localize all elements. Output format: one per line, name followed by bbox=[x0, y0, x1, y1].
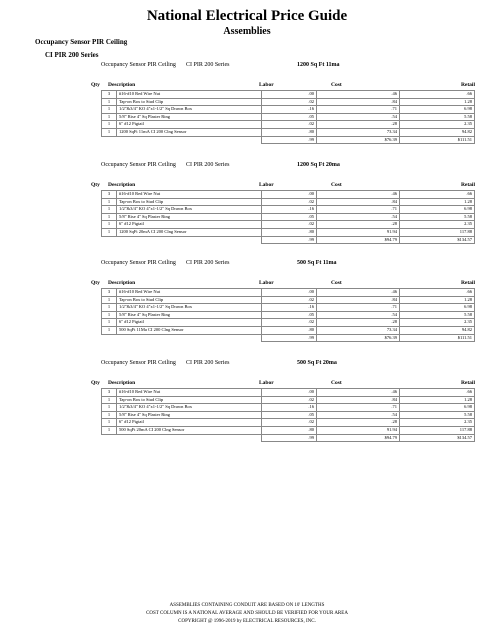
cell-cost: .54 bbox=[317, 411, 400, 419]
cell-retail: 6.98 bbox=[400, 404, 475, 412]
assembly-block bbox=[91, 162, 475, 244]
table-row bbox=[102, 98, 475, 106]
assembly-title: Occupancy Sensor PIR Ceiling bbox=[101, 360, 176, 366]
table-row bbox=[102, 91, 475, 99]
table-row bbox=[102, 106, 475, 114]
cell-cost: .71 bbox=[317, 304, 400, 312]
cell-retail: 2.35 bbox=[400, 221, 475, 229]
cell-cost: .71 bbox=[317, 206, 400, 214]
cell-description: Tap-on Box to Stud Clip bbox=[117, 198, 262, 206]
cell-description: Tap-on Box to Stud Clip bbox=[117, 296, 262, 304]
cell-cost: .28 bbox=[317, 121, 400, 129]
cell-qty: 1 bbox=[102, 326, 117, 334]
cell-qty: 1 bbox=[102, 206, 117, 214]
assembly-header bbox=[101, 162, 475, 182]
cell-retail: 1.28 bbox=[400, 296, 475, 304]
column-header-row bbox=[91, 82, 475, 90]
cell-labor: .80 bbox=[262, 128, 317, 136]
assembly-series: CI PIR 200 Series bbox=[186, 62, 230, 68]
cell-qty: 1 bbox=[102, 304, 117, 312]
table-row bbox=[102, 113, 475, 121]
cell-empty bbox=[102, 334, 117, 342]
table-row bbox=[102, 221, 475, 229]
cell-labor: .05 bbox=[262, 311, 317, 319]
cell-cost: .28 bbox=[317, 221, 400, 229]
cell-cost: .54 bbox=[317, 213, 400, 221]
cell-labor: .16 bbox=[262, 106, 317, 114]
cell-labor: .05 bbox=[262, 213, 317, 221]
total-labor: .99 bbox=[262, 236, 317, 244]
footer-line-1: ASSEMBLIES CONTAINING CONDUIT ARE BASED ON 10' LENGTHS bbox=[169, 603, 325, 608]
table-row bbox=[102, 191, 475, 199]
col-qty: Qty bbox=[91, 182, 100, 188]
cell-qty: 1 bbox=[102, 404, 117, 412]
total-cost: $76.39 bbox=[317, 334, 400, 342]
footer-line-3: COPYRIGHT @ 1996-2019 by ELECTRICAL RESOURCES, INC. bbox=[178, 619, 316, 624]
cell-description: 6" #12 Pigtail bbox=[117, 419, 262, 427]
col-cost: Cost bbox=[331, 82, 342, 88]
cell-description: 500 SqFt 11Ma CI 200 Clng Sensor bbox=[117, 326, 262, 334]
cell-retail: 94.82 bbox=[400, 326, 475, 334]
cell-cost: 91.94 bbox=[317, 228, 400, 236]
cell-labor: .16 bbox=[262, 206, 317, 214]
col-labor: Labor bbox=[259, 280, 274, 286]
cell-retail: 6.98 bbox=[400, 106, 475, 114]
col-cost: Cost bbox=[331, 380, 342, 386]
total-row bbox=[102, 334, 475, 342]
cell-retail: .66 bbox=[400, 191, 475, 199]
cell-description: 6" #12 Pigtail bbox=[117, 121, 262, 129]
total-retail: $111.51 bbox=[400, 334, 475, 342]
col-qty: Qty bbox=[91, 380, 100, 386]
cell-cost: .46 bbox=[317, 289, 400, 297]
cell-description: Tap-on Box to Stud Clip bbox=[117, 98, 262, 106]
table-row bbox=[102, 121, 475, 129]
cell-labor: .00 bbox=[262, 389, 317, 397]
cell-description: #16-#10 Red Wire Nut bbox=[117, 289, 262, 297]
col-description: Description bbox=[108, 182, 136, 188]
column-header-row bbox=[91, 182, 475, 190]
assembly-title: Occupancy Sensor PIR Ceiling bbox=[101, 162, 176, 168]
assembly-area: 1200 Sq Ft 11ma bbox=[297, 62, 340, 68]
cell-description: 5/8" Rise 4" Sq Plaster Ring bbox=[117, 213, 262, 221]
page-subtitle: Assemblies bbox=[223, 26, 271, 37]
table-row bbox=[102, 128, 475, 136]
table-row bbox=[102, 311, 475, 319]
cell-description: #16-#10 Red Wire Nut bbox=[117, 191, 262, 199]
cell-retail: 5.58 bbox=[400, 411, 475, 419]
cell-empty bbox=[102, 236, 117, 244]
cell-labor: .02 bbox=[262, 121, 317, 129]
cell-description: 6" #12 Pigtail bbox=[117, 319, 262, 327]
assembly-header bbox=[101, 62, 475, 82]
cell-labor: .16 bbox=[262, 304, 317, 312]
cell-qty: 1 bbox=[102, 198, 117, 206]
cell-empty bbox=[117, 434, 262, 442]
column-header-row bbox=[91, 280, 475, 288]
table-row bbox=[102, 304, 475, 312]
cell-retail: 5.58 bbox=[400, 113, 475, 121]
cell-cost: .84 bbox=[317, 98, 400, 106]
cell-description: 1200 SqFt 11mA CI 200 Clng Sensor bbox=[117, 128, 262, 136]
cell-cost: 73.34 bbox=[317, 326, 400, 334]
col-retail: Retail bbox=[460, 280, 475, 286]
cell-qty: 1 bbox=[102, 419, 117, 427]
cell-qty: 1 bbox=[102, 221, 117, 229]
cell-empty bbox=[102, 434, 117, 442]
cell-cost: .71 bbox=[317, 404, 400, 412]
col-description: Description bbox=[108, 82, 136, 88]
cell-cost: .54 bbox=[317, 113, 400, 121]
cell-retail: 1.28 bbox=[400, 98, 475, 106]
cell-qty: 3 bbox=[102, 91, 117, 99]
cell-labor: .80 bbox=[262, 326, 317, 334]
cell-retail: 117.88 bbox=[400, 228, 475, 236]
footer-line-2: COST COLUMN IS A NATIONAL AVERAGE AND SHOULD BE VERIFIED FOR YOUR AREA bbox=[146, 611, 348, 616]
cell-retail: 117.88 bbox=[400, 426, 475, 434]
table-row bbox=[102, 389, 475, 397]
total-retail: $134.57 bbox=[400, 434, 475, 442]
cell-labor: .80 bbox=[262, 228, 317, 236]
cell-retail: 6.98 bbox=[400, 206, 475, 214]
cell-qty: 1 bbox=[102, 128, 117, 136]
cell-qty: 3 bbox=[102, 389, 117, 397]
assembly-block bbox=[91, 360, 475, 442]
total-labor: .99 bbox=[262, 136, 317, 144]
cell-qty: 1 bbox=[102, 411, 117, 419]
cell-qty: 1 bbox=[102, 121, 117, 129]
cell-labor: .02 bbox=[262, 221, 317, 229]
col-labor: Labor bbox=[259, 82, 274, 88]
items-table bbox=[101, 90, 475, 144]
table-row bbox=[102, 404, 475, 412]
cell-labor: .80 bbox=[262, 426, 317, 434]
col-retail: Retail bbox=[460, 182, 475, 188]
cell-retail: .66 bbox=[400, 289, 475, 297]
cell-labor: .02 bbox=[262, 296, 317, 304]
cell-qty: 1 bbox=[102, 319, 117, 327]
cell-retail: 2.35 bbox=[400, 121, 475, 129]
assembly-area: 500 Sq Ft 11ma bbox=[297, 260, 337, 266]
table-row bbox=[102, 426, 475, 434]
cell-empty bbox=[102, 136, 117, 144]
col-retail: Retail bbox=[460, 82, 475, 88]
cell-qty: 1 bbox=[102, 98, 117, 106]
col-description: Description bbox=[108, 280, 136, 286]
cell-qty: 1 bbox=[102, 396, 117, 404]
cell-description: 1/2"&3/4" KO 4"x1-1/2" Sq Drawn Box bbox=[117, 304, 262, 312]
cell-description: 5/8" Rise 4" Sq Plaster Ring bbox=[117, 113, 262, 121]
cell-retail: 94.82 bbox=[400, 128, 475, 136]
table-row bbox=[102, 296, 475, 304]
table-row bbox=[102, 326, 475, 334]
assembly-block bbox=[91, 260, 475, 342]
cell-labor: .00 bbox=[262, 289, 317, 297]
cell-description: 5/8" Rise 4" Sq Plaster Ring bbox=[117, 311, 262, 319]
items-table bbox=[101, 190, 475, 244]
items-table bbox=[101, 388, 475, 442]
cell-empty bbox=[117, 136, 262, 144]
col-qty: Qty bbox=[91, 82, 100, 88]
col-labor: Labor bbox=[259, 380, 274, 386]
assembly-title: Occupancy Sensor PIR Ceiling bbox=[101, 62, 176, 68]
cell-description: 500 SqFt 20mA CI 200 Clng Sensor bbox=[117, 426, 262, 434]
cell-labor: .05 bbox=[262, 113, 317, 121]
cell-cost: .54 bbox=[317, 311, 400, 319]
cell-qty: 3 bbox=[102, 289, 117, 297]
cell-labor: .02 bbox=[262, 419, 317, 427]
page-title: National Electrical Price Guide bbox=[146, 8, 348, 24]
assembly-series: CI PIR 200 Series bbox=[186, 162, 230, 168]
cell-qty: 1 bbox=[102, 213, 117, 221]
cell-labor: .16 bbox=[262, 404, 317, 412]
cell-empty bbox=[117, 334, 262, 342]
total-row bbox=[102, 434, 475, 442]
section-heading: Occupancy Sensor PIR Ceiling bbox=[35, 38, 128, 46]
cell-retail: 1.28 bbox=[400, 198, 475, 206]
cell-retail: 2.35 bbox=[400, 419, 475, 427]
table-row bbox=[102, 419, 475, 427]
cell-cost: 91.94 bbox=[317, 426, 400, 434]
col-qty: Qty bbox=[91, 280, 100, 286]
cell-cost: .71 bbox=[317, 106, 400, 114]
cell-qty: 1 bbox=[102, 426, 117, 434]
cell-description: 1/2"&3/4" KO 4"x1-1/2" Sq Drawn Box bbox=[117, 404, 262, 412]
cell-labor: .02 bbox=[262, 198, 317, 206]
cell-labor: .02 bbox=[262, 319, 317, 327]
cell-labor: .00 bbox=[262, 91, 317, 99]
cell-description: Tap-on Box to Stud Clip bbox=[117, 396, 262, 404]
total-retail: $134.57 bbox=[400, 236, 475, 244]
cell-retail: 5.58 bbox=[400, 311, 475, 319]
cell-cost: .28 bbox=[317, 319, 400, 327]
cell-cost: .46 bbox=[317, 91, 400, 99]
cell-cost: 73.34 bbox=[317, 128, 400, 136]
cell-qty: 1 bbox=[102, 296, 117, 304]
cell-description: #16-#10 Red Wire Nut bbox=[117, 389, 262, 397]
cell-labor: .05 bbox=[262, 411, 317, 419]
total-row bbox=[102, 136, 475, 144]
table-row bbox=[102, 396, 475, 404]
table-row bbox=[102, 411, 475, 419]
cell-cost: .84 bbox=[317, 396, 400, 404]
total-cost: $76.39 bbox=[317, 136, 400, 144]
cell-description: 1/2"&3/4" KO 4"x1-1/2" Sq Drawn Box bbox=[117, 206, 262, 214]
col-retail: Retail bbox=[460, 380, 475, 386]
total-labor: .99 bbox=[262, 334, 317, 342]
cell-qty: 1 bbox=[102, 113, 117, 121]
total-labor: .99 bbox=[262, 434, 317, 442]
subsection-heading: CI PIR 200 Series bbox=[45, 51, 99, 59]
cell-retail: .66 bbox=[400, 91, 475, 99]
cell-retail: 1.28 bbox=[400, 396, 475, 404]
assembly-header bbox=[101, 360, 475, 380]
cell-cost: .46 bbox=[317, 389, 400, 397]
table-row bbox=[102, 289, 475, 297]
cell-retail: 2.35 bbox=[400, 319, 475, 327]
table-row bbox=[102, 319, 475, 327]
cell-qty: 1 bbox=[102, 311, 117, 319]
cell-qty: 1 bbox=[102, 106, 117, 114]
cell-labor: .02 bbox=[262, 98, 317, 106]
cell-description: 1200 SqFt 20mA CI 200 Clng Sensor bbox=[117, 228, 262, 236]
cell-cost: .84 bbox=[317, 198, 400, 206]
cell-qty: 1 bbox=[102, 228, 117, 236]
table-row bbox=[102, 198, 475, 206]
cell-cost: .84 bbox=[317, 296, 400, 304]
cell-description: #16-#10 Red Wire Nut bbox=[117, 91, 262, 99]
cell-retail: 5.58 bbox=[400, 213, 475, 221]
assembly-series: CI PIR 200 Series bbox=[186, 260, 230, 266]
cell-labor: .00 bbox=[262, 191, 317, 199]
items-table bbox=[101, 288, 475, 342]
cell-description: 5/8" Rise 4" Sq Plaster Ring bbox=[117, 411, 262, 419]
cell-labor: .02 bbox=[262, 396, 317, 404]
total-row bbox=[102, 236, 475, 244]
assembly-block bbox=[91, 62, 475, 144]
column-header-row bbox=[91, 380, 475, 388]
assembly-title: Occupancy Sensor PIR Ceiling bbox=[101, 260, 176, 266]
cell-qty: 3 bbox=[102, 191, 117, 199]
cell-cost: .28 bbox=[317, 419, 400, 427]
cell-empty bbox=[117, 236, 262, 244]
table-row bbox=[102, 213, 475, 221]
table-row bbox=[102, 228, 475, 236]
cell-retail: .66 bbox=[400, 389, 475, 397]
assembly-area: 500 Sq Ft 20ma bbox=[297, 360, 337, 366]
total-retail: $111.51 bbox=[400, 136, 475, 144]
assembly-area: 1200 Sq Ft 20ma bbox=[297, 162, 340, 168]
cell-cost: .46 bbox=[317, 191, 400, 199]
col-cost: Cost bbox=[331, 280, 342, 286]
cell-description: 1/2"&3/4" KO 4"x1-1/2" Sq Drawn Box bbox=[117, 106, 262, 114]
cell-description: 6" #12 Pigtail bbox=[117, 221, 262, 229]
col-description: Description bbox=[108, 380, 136, 386]
total-cost: $94.79 bbox=[317, 236, 400, 244]
col-labor: Labor bbox=[259, 182, 274, 188]
total-cost: $94.79 bbox=[317, 434, 400, 442]
cell-retail: 6.98 bbox=[400, 304, 475, 312]
col-cost: Cost bbox=[331, 182, 342, 188]
table-row bbox=[102, 206, 475, 214]
assembly-series: CI PIR 200 Series bbox=[186, 360, 230, 366]
assembly-header bbox=[101, 260, 475, 280]
